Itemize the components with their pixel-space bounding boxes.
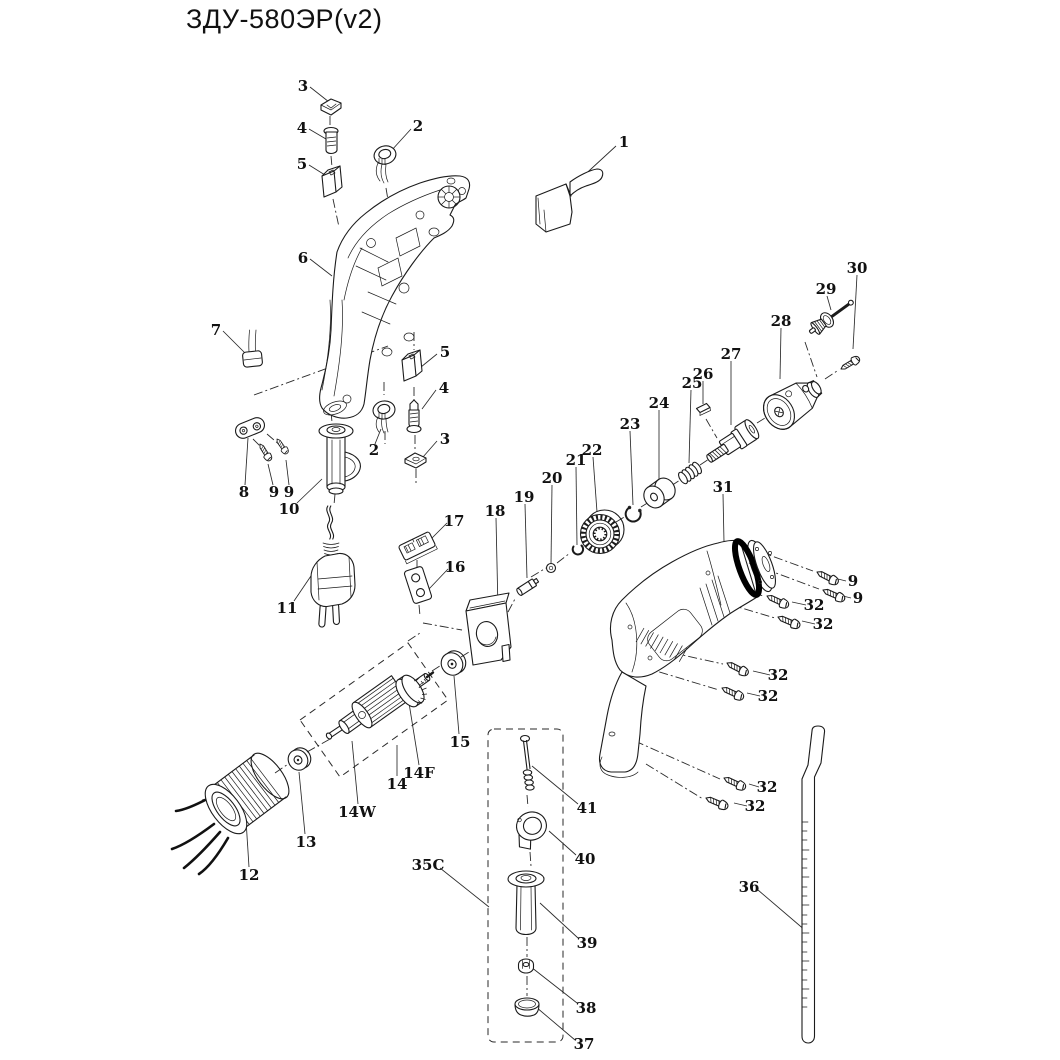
part-callout-39: 39 [576,934,598,952]
part-32-screw-6 [704,794,729,812]
part-18-bearing-bracket-drawing [466,593,511,665]
part-32-screw-2 [776,613,801,631]
part-callout-32: 32 [757,687,779,705]
part-callout-5: 5 [439,343,451,361]
part-callout-23: 23 [619,415,641,433]
part-callout-37: 37 [573,1035,595,1053]
part-callout-6: 6 [297,249,309,267]
part-callout-7: 7 [210,321,222,339]
part-callout-27: 27 [720,345,742,363]
part-39-handle-grip-drawing [508,871,544,935]
part-callout-9: 9 [847,572,859,590]
part-callout-13: 13 [295,833,317,851]
part-callout-30: 30 [846,259,868,277]
part-24-bushing-drawing [640,474,679,512]
part-2-brush-grommet-lower [372,399,397,433]
part-callout-36: 36 [738,878,760,896]
part-callout-10: 10 [278,500,300,518]
part-32-screw-5 [722,774,747,792]
part-callout-16: 16 [444,558,466,576]
part-40-handle-clamp-drawing [511,809,551,852]
part-callout-9: 9 [283,483,295,501]
part-5-carbon-brush-lower [402,350,422,381]
part-callout-3: 3 [297,77,309,95]
part-17-switch-plate-drawing [398,531,437,563]
part-38-handle-nut-drawing [519,959,534,973]
part-callout-28: 28 [770,312,792,330]
part-19-pin-drawing [516,577,540,596]
part-5-carbon-brush-upper [322,166,342,197]
part-14-armature-group [300,643,448,777]
part-16-terminal-plate-drawing [404,566,433,604]
part-callout-2: 2 [412,117,424,135]
part-32-screw-3 [725,659,750,678]
part-13-bearing-drawing [284,744,314,774]
part-callout-20: 20 [541,469,563,487]
part-callout-32: 32 [756,778,778,796]
part-41-handle-bolt-drawing [521,736,535,791]
part-callout-11: 11 [276,599,298,617]
part-32-screw-4 [720,684,745,702]
part-29-chuck-key-drawing [805,295,857,339]
part-callout-32: 32 [803,596,825,614]
part-callout-22: 22 [581,441,603,459]
part-callout-40: 40 [574,850,596,868]
part-2-brush-grommet-upper [372,144,398,183]
part-callout-14F: 14F [403,764,435,782]
part-callout-4: 4 [296,119,308,137]
part-callout-5: 5 [296,155,308,173]
part-3-brush-cap-upper [321,99,341,115]
part-callout-32: 32 [744,797,766,815]
part-callout-17: 17 [443,512,465,530]
part-11-power-plug-drawing [311,506,355,627]
part-10-cord-guard-drawing [319,424,360,494]
part-36-depth-rod-drawing [802,726,825,1043]
part-4-brush-holder-lower [407,400,421,433]
part-callout-19: 19 [513,488,535,506]
part-28-chuck-drawing [757,370,829,435]
part-callout-18: 18 [484,502,506,520]
part-callout-3: 3 [439,430,451,448]
part-22-gear-drawing [581,510,625,554]
part-callout-9: 9 [268,483,280,501]
part-callout-15: 15 [449,733,471,751]
part-callout-38: 38 [575,999,597,1017]
part-callout-2: 2 [368,441,380,459]
part-27-spindle-drawing [706,418,761,463]
part-callout-32: 32 [812,615,834,633]
part-30-screw [839,355,861,373]
part-callout-8: 8 [238,483,250,501]
part-callout-31: 31 [712,478,734,496]
part-callout-25: 25 [681,374,703,392]
part-callout-35C: 35C [411,856,445,874]
part-35C-side-handle-group [488,729,563,1042]
part-9-screw-right-2 [821,586,846,604]
part-callout-4: 4 [438,379,450,397]
part-9-screw-left-2 [274,437,290,455]
part-callout-14: 14 [386,775,408,793]
part-1-trigger-switch-drawing [536,169,603,232]
part-31-drill-body-drawing [599,538,779,778]
part-23-circlip-drawing [626,506,642,521]
part-callout-24: 24 [648,394,670,412]
part-12-stator-drawing [172,747,296,874]
part-7-cord-clamp-drawing [242,330,262,367]
part-4-brush-holder-upper [324,128,338,154]
part-21-clip-drawing [573,546,583,555]
part-callout-41: 41 [576,799,598,817]
part-callout-12: 12 [238,866,260,884]
part-callout-29: 29 [815,280,837,298]
part-callout-1: 1 [618,133,630,151]
part-callout-32: 32 [767,666,789,684]
part-8-cord-plate-drawing [233,415,266,440]
part-callout-9: 9 [852,589,864,607]
part-callout-14W: 14W [338,803,376,821]
part-26-key-drawing [697,404,711,416]
part-callout-26: 26 [692,365,714,383]
part-callout-21: 21 [565,451,587,469]
part-20-washer-drawing [547,564,556,573]
page-title: ЗДУ-580ЭР(v2) [186,4,383,34]
part-9-screw-right-1 [815,568,840,587]
part-25-spring-drawing [677,461,703,485]
part-3-brush-cap-lower [405,453,426,468]
part-32-screw-1 [765,592,790,610]
part-37-handle-cap-drawing [515,998,539,1016]
part-15-bearing-drawing [437,647,470,680]
